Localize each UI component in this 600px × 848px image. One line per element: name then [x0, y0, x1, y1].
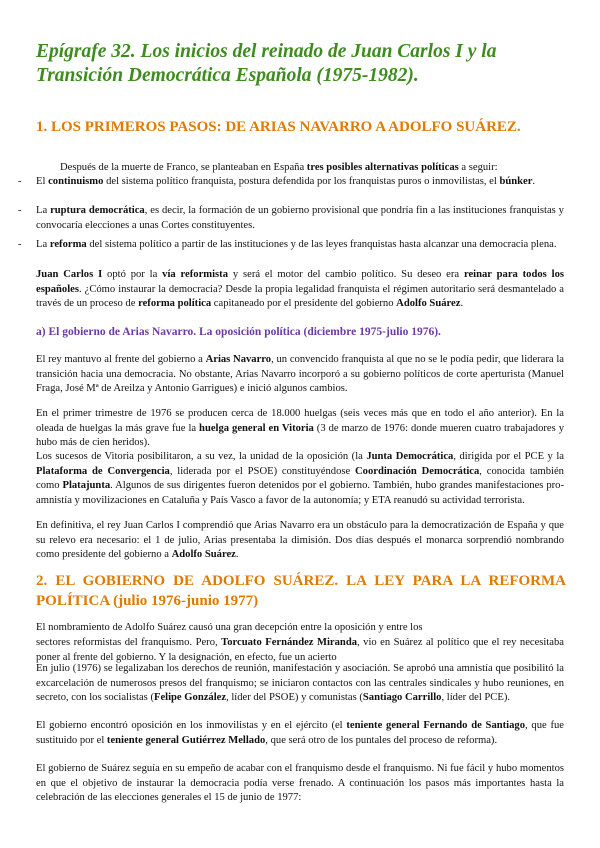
arias-paragraph-1: El rey mantuvo al frente del gobierno a Arias Navarro, un convencido franquista al que no se le podía pedir, que liderara la transición hacia una democracia. No obstante, Arias Navarro incorporó a su gobierno políticos de corte aperturista (Manuel Fraga, José Mª de Areilza y Antonio Garrigues) e inició algunos cambios.: [36, 354, 564, 394]
arias-paragraph-2: En el primer trimestre de 1976 se producen cerca de 18.000 huelgas (seis veces más que en todo el año anterior). En la oleada de huelgas la más grave fue la huelga general en Vitoria (3 de marzo de 1976: donde mueren cuatro trabajadores y hubo más de cien heridos).: [36, 408, 564, 448]
arias-paragraph-3: Los sucesos de Vitoria posibilitaron, a su vez, la unidad de la oposición (la Junta Democrática, dirigida por el PCE y la Plataforma de Convergencia, liderada por el PSOE) constituyéndose Coordinación Democrática, conocida también como Platajunta. Algunos de sus dirigentes fueron detenidos por el gobierno. También, hubo grandes manifestaciones pro-amnistía y movilizaciones en Cataluña y País Vasco a favor de la autonomía; y ETA reanudó su actividad terrorista.: [36, 451, 564, 506]
bullet-ruptura: La ruptura democrática, es decir, la formación de un gobierno provisional que pondría fin a las instituciones franquistas y convocaría elecciones a unas Cortes constituyentes.: [36, 205, 564, 231]
section1-intro: Después de la muerte de Franco, se planteaban en España tres posibles alternativas políticas a seguir:: [60, 162, 498, 173]
section2-heading: 2. EL GOBIERNO DE ADOLFO SUÁREZ. LA LEY PARA LA REFORMA POLÍTICA (julio 1976-junio 1977): [36, 573, 566, 609]
suarez-paragraph-4: El gobierno de Suárez seguía en su empeño de acabar con el franquismo desde el franquismo. Ni fue fácil y hubo momentos en que el objetivo de instaurar la democracia podía verse frenado. A continuación los pasos más importantes hasta la celebración de las elecciones generales el 15 de junio de 1977:: [36, 763, 564, 803]
juan-carlos-paragraph: Juan Carlos I optó por la vía reformista y será el motor del cambio político. Su deseo era reinar para todos los españoles. ¿Cómo instaurar la democracia? Desde la propia legalidad franquista el régimen autoritario será desmantelado a través de un proceso de reforma política capitaneado por el presidente del gobierno Adolfo Suárez.: [36, 269, 564, 309]
arias-paragraph-4: En definitiva, el rey Juan Carlos I comprendió que Arias Navarro era un obstáculo para la democratización de España y que su relevo era necesario: el 1 de julio, Arias presentaba la dimisión. Dos días después el monarca sorprendió nombrando como presidente del gobierno a Adolfo Suárez.: [36, 520, 564, 560]
bullet-mark: -: [18, 239, 22, 250]
bullet-mark: -: [18, 176, 22, 187]
subsection-heading-arias: a) El gobierno de Arias Navarro. La oposición política (diciembre 1975-julio 1976).: [36, 326, 441, 338]
suarez-paragraph-1a: El nombramiento de Adolfo Suárez causó una gran decepción entre la oposición y entre los: [36, 622, 423, 633]
page-title: Epígrafe 32. Los inicios del reinado de Juan Carlos I y la Transición Democrática Española (1975-1982).: [36, 41, 497, 86]
section1-heading: 1. LOS PRIMEROS PASOS: DE ARIAS NAVARRO A ADOLFO SUÁREZ.: [36, 119, 521, 135]
bullet-mark: -: [18, 205, 22, 216]
suarez-paragraph-3: El gobierno encontró oposición en los inmovilistas y en el ejército (el teniente general Fernando de Santiago, que fue sustituido por el teniente general Gutiérrez Mellado, que será otro de los puntales del proceso de reforma).: [36, 720, 564, 746]
suarez-paragraph-1b: sectores reformistas del franquismo. Pero, Torcuato Fernández Miranda, vio en Suárez al político que el rey necesitaba poner al frente del gobierno. Y la designación, en efecto, fue un acierto: [36, 637, 565, 663]
bullet-reforma: La reforma del sistema político a partir de las instituciones y de las leyes franquistas hasta alcanzar una democracia plena.: [36, 239, 557, 250]
bullet-continuismo: El continuismo del sistema político franquista, postura defendida por los franquistas puros o inmovilistas, el búnker.: [36, 176, 536, 187]
suarez-paragraph-2: En julio (1976) se legalizaban los derechos de reunión, manifestación y asociación. Se aprobó una amnistía que posibilitó la excarcelación de numerosos presos del franquismo; se iniciaron contactos con las centrales sindicales y hubo reuniones, en secreto, con los socialistas (Felipe González, líder del PSOE) y comunistas (Santiago Carrillo, líder del PCE).: [36, 663, 564, 703]
